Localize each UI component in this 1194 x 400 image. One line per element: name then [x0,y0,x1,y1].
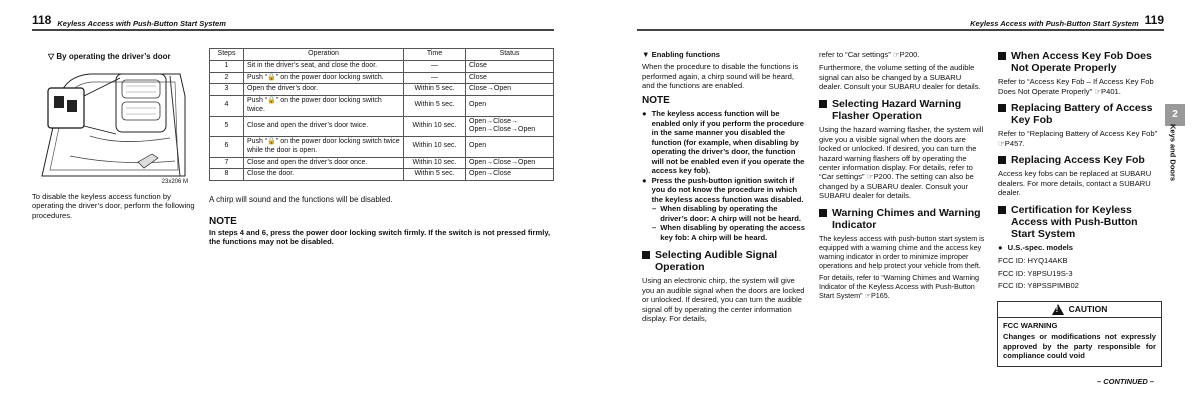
link-p457[interactable]: Refer to “Replacing Battery of Access Key Fob” ☞P457. [998,129,1158,148]
table-cell: Open→Close→ Open→Close→Open [466,116,554,137]
battery-text [998,129,1163,148]
replacing-heading-text: Replacing Access Key Fob [1011,154,1145,167]
table-cell: Within 5 sec. [404,169,466,181]
note-bullet: ● Press the push-button ignition switch if you do not know the procedure in which the keyless access function was disabled. [642,176,806,204]
left-page-header [32,13,554,31]
not-operate-heading [998,50,1163,74]
cert-heading-text: Certification for Keyless Access with Push-Button Start System [1011,203,1138,240]
table-row [210,157,554,169]
right-page-number: 119 [1144,13,1164,27]
table-cell: Open [466,137,554,158]
fcc-id: FCC ID: Y8PSU19S-3 [998,268,1073,278]
fcc-id: FCC ID: HYQ14AKB [998,256,1068,266]
table-row [210,84,554,96]
table-cell: Sit in the driver’s seat, and close the door. [244,60,404,72]
hazard-heading-text: Selecting Hazard Warning Flasher Operation [832,97,962,122]
note-bullet-text: Press the push-button ignition switch if you do not know the procedure in which the keyless access function was disabled. [651,175,804,204]
side-tab-number: 2 [1165,104,1185,126]
left-header-title: Keyless Access with Push-Button Start System [57,18,226,28]
note-dash-text: When disabling by operating the access key fob: A chirp will be heard. [660,223,805,242]
table-row [210,169,554,181]
table-row [210,60,554,72]
after-table-text: A chirp will sound and the functions will be disabled. [209,195,393,204]
link-p401[interactable]: Refer to “Access Key Fob – If Access Key Fob Does Not Operate Properly” ☞P401. [998,77,1154,96]
side-tab-label: Keys and Doors [1168,124,1178,182]
caution-box [997,301,1162,367]
warning-triangle-icon: ! [1052,304,1064,315]
cert-heading [998,204,1163,240]
table-cell: Within 5 sec. [404,84,466,96]
table-cell: Open the driver’s door. [244,84,404,96]
note-bullet-text: The keyless access function will be enabled only if you perform the procedure in the same manner you disabled the function (for example, when disabling by operating the driver’s door, the function will not be enabled even if you operate the access key fob). [651,109,805,176]
battery-heading-text: Replacing Battery of Access Key Fob [1011,102,1153,127]
procedure-table [209,48,554,181]
table-cell: Push “🔒” on the power door locking switch twice while the door is open. [244,137,404,158]
chimes-heading-text: Warning Chimes and Warning Indicator [832,206,981,231]
table-cell: 5 [210,116,244,137]
not-operate-text [998,77,1163,96]
table-cell: Within 10 sec. [404,137,466,158]
fcc-warning-label: FCC WARNING [1003,321,1058,330]
right-page [597,0,1194,400]
table-cell: Close the door. [244,169,404,181]
not-operate-heading-text: When Access Key Fob Does Not Operate Properly [1011,50,1152,75]
table-cell: — [404,72,466,84]
enabling-text: When the procedure to disable the functions is performed again, a chirp sound will be heard, and the functions are enabled. [642,62,799,91]
replacing-text: Access key fobs can be replaced at SUBARU dealers. For more details, contact a SUBARU dealer. [998,169,1152,198]
table-cell: Close and open the driver’s door once. [244,157,404,169]
table-header-cell: Time [404,49,466,61]
table-cell: 1 [210,60,244,72]
note-dash-item: – When disabling by operating the driver’s door: A chirp will not be heard. [642,204,806,223]
figure-code: 23x206 M [161,178,188,185]
subsection-title: ▽ By operating the driver’s door [48,52,171,61]
volume-text: Furthermore, the volume setting of the audible signal can also be changed by a SUBARU dealer. Consult your SUBARU dealer for details. [819,63,981,92]
continued-label: – CONTINUED – [1097,377,1155,386]
right-header-title: Keyless Access with Push-Button Start System [970,18,1139,28]
table-cell: Push “🔒” on the power door locking switch twice. [244,96,404,117]
table-cell: 6 [210,137,244,158]
note-dash-text: When disabling by operating the driver’s door: A chirp will not be heard. [660,204,802,223]
right-column-3 [998,50,1163,294]
table-cell: 7 [210,157,244,169]
chimes-text: For details, refer to “Warning Chimes and Warning Indicator of the Keyless Access with Push-Button Start System” ☞P165. [819,273,980,301]
table-row [210,137,554,158]
table-header-cell: Steps [210,49,244,61]
battery-heading [998,102,1163,126]
table-cell: Open→Close→Open [466,157,554,169]
table-header-cell: Operation [244,49,404,61]
audible-text: Using an electronic chirp, the system will give you an audible signal when the doors are locked or unlocked. If desired, you can turn the audible signal off by operating the center information display. For details, [642,276,805,324]
note-text: In steps 4 and 6, press the power door locking switch firmly. If the switch is not pressed firmly, the functions may not be disabled. [209,228,551,247]
table-cell: Open→Close [466,169,554,181]
table-cell: Close [466,72,554,84]
table-cell: Close [466,60,554,72]
enabling-heading: ▼ Enabling functions [642,50,720,59]
chimes-text: The keyless access with push-button start system is equipped with a warning chime and the access key warning indicator in order to minimize improper operations and help protect your vehicle from theft. [819,234,985,271]
table-cell: Push “🔒” on the power door locking switch. [244,72,404,84]
table-cell: 2 [210,72,244,84]
left-page-number: 118 [32,13,52,27]
us-models-text: U.S.-spec. models [1007,242,1074,252]
table-cell: 3 [210,84,244,96]
table-cell: 4 [210,96,244,117]
table-row [210,96,554,117]
table-cell: 8 [210,169,244,181]
table-row [210,116,554,137]
table-cell: Within 5 sec. [404,96,466,117]
fcc-id: FCC ID: Y8PSSPIMB02 [998,281,1079,291]
table-header-row [210,49,554,61]
chimes-heading [819,207,985,231]
hazard-text: Using the hazard warning flasher, the system will give you a visible signal when the doors are locked or unlocked. If desired, you can turn the hazard warning flashers off by operating the center information display. For details, refer to “Car settings” ☞P200. The setting can also be changed by a SUBARU dealer. Consult your SUBARU dealer for details. [819,125,984,201]
table-cell: Close→Open [466,84,554,96]
right-column-2 [819,50,985,303]
right-page-header [637,13,1164,31]
note-bullet: ● The keyless access function will be enabled only if you perform the procedure in the same manner you disabled the function (for example, when disabling by operating the driver’s door, the function will not be enabled even if you operate the access key fob). [642,109,805,176]
intro-text: To disable the keyless access function by operating the driver’s door, perform the following procedures. [32,192,195,220]
cont-text: refer to “Car settings” ☞P200. [819,50,920,59]
note-heading: NOTE [642,94,670,106]
table-cell: Within 10 sec. [404,157,466,169]
caution-label: CAUTION [1068,304,1108,315]
table-cell: Within 10 sec. [404,116,466,137]
table-cell: — [404,60,466,72]
hazard-heading [819,98,985,122]
audible-heading [642,249,806,273]
table-cell: Open [466,96,554,117]
audible-heading-text: Selecting Audible Signal Operation [655,249,778,274]
table-row [210,72,554,84]
note-dash-item: – When disabling by operating the access key fob: A chirp will be heard. [652,223,805,242]
us-models-item: ● U.S.-spec. models [998,242,1074,252]
note-heading: NOTE [209,216,237,227]
replacing-heading [998,154,1163,166]
table-header-cell: Status [466,49,554,61]
door-switch-illustration [30,66,192,188]
caution-text: Changes or modifications not expressly approved by the party responsible for compliance could void [1003,332,1156,361]
table-cell: Close and open the driver’s door twice. [244,116,404,137]
caution-title [998,302,1161,318]
right-column-1 [642,50,806,327]
